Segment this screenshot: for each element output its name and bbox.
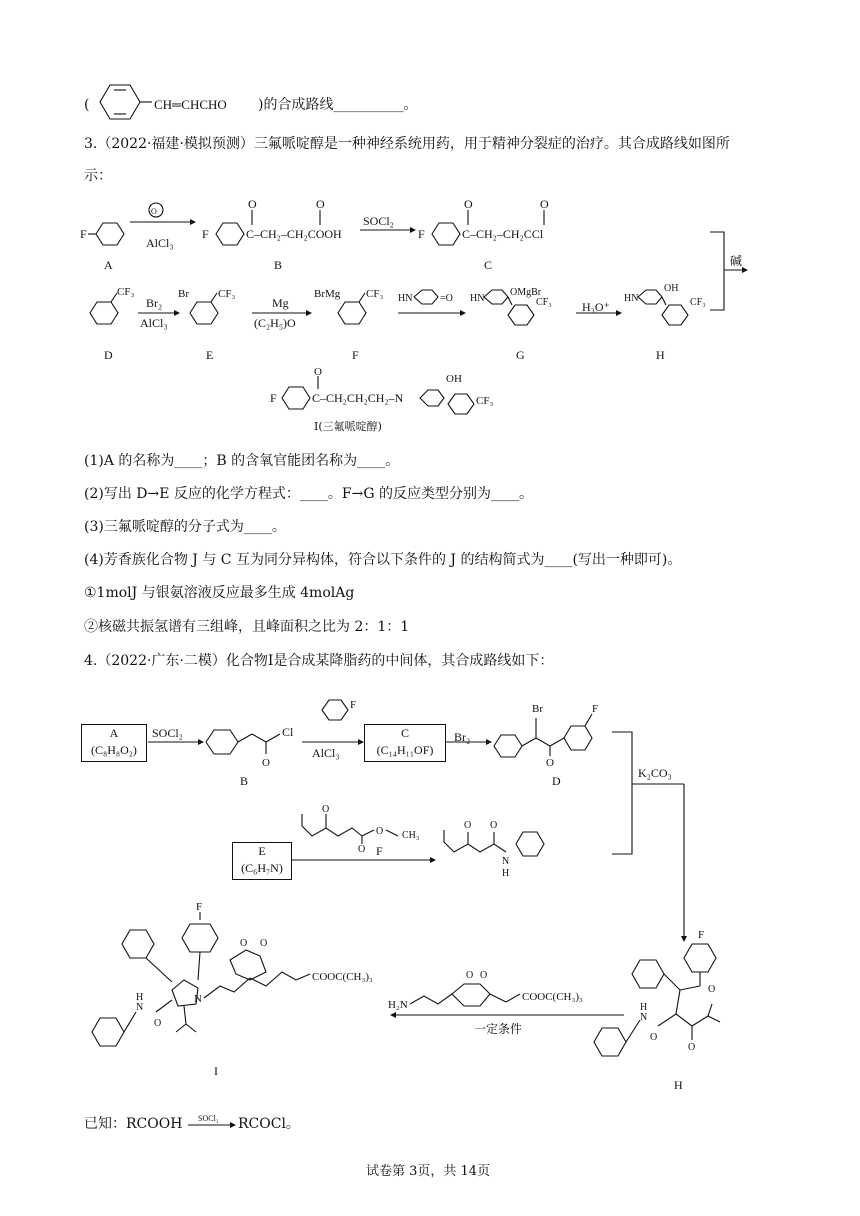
- svg-text:O: O: [262, 757, 270, 769]
- svg-text:O: O: [490, 820, 498, 831]
- q4-reagent-socl2: SOCl₂: [152, 726, 183, 740]
- q4-box-E-label: E: [258, 844, 266, 858]
- q3-condition-1: ①1molJ 与银氨溶液反应最多生成 4molAg: [84, 585, 355, 601]
- svg-text:N: N: [194, 993, 202, 1005]
- q4-box-C: [364, 724, 446, 762]
- q3-row2-scheme: [80, 285, 720, 345]
- svg-text:F: F: [270, 391, 277, 405]
- svg-text:F: F: [80, 227, 87, 241]
- q3-label-B: B: [274, 258, 283, 272]
- svg-text:C–CH₂–CH₂COOH: C–CH₂–CH₂COOH: [246, 227, 342, 241]
- svg-text:Br: Br: [178, 288, 189, 300]
- svg-text:F: F: [418, 227, 425, 241]
- q3-label-G: G: [516, 348, 525, 362]
- q4-box-C-formula: (C₁₄H₁₁OF): [376, 743, 434, 757]
- top-mol-text: CH═CHCHO: [154, 97, 227, 112]
- q4-box-E-formula: (C₆H₇N): [241, 861, 283, 875]
- svg-text:H: H: [502, 868, 510, 879]
- q3-reagent-mg: Mg: [272, 296, 289, 310]
- q4-label-D: D: [552, 774, 561, 788]
- svg-text:O: O: [316, 197, 325, 211]
- q4-title: 4.（2022·广东·二模）化合物Ⅰ是合成某降脂药的中间体，其合成路线如下：: [84, 653, 554, 669]
- q3-question-1: (1)A 的名称为____；B 的含氧官能团名称为____。: [84, 453, 400, 469]
- svg-text:Br: Br: [532, 703, 543, 715]
- svg-text:OH: OH: [446, 373, 462, 385]
- svg-text:COOC(CH₃)₃: COOC(CH₃)₃: [312, 971, 373, 983]
- q3-label-C: C: [484, 258, 493, 272]
- q4-reagent-condition: 一定条件: [474, 1022, 523, 1036]
- svg-text:CH₃: CH₃: [402, 830, 420, 841]
- q4-known-prefix: 已知：RCOOH: [84, 1116, 183, 1132]
- svg-text:N: N: [136, 1002, 144, 1013]
- svg-text:C–CH₂CH₂CH₂–N: C–CH₂CH₂CH₂–N: [312, 391, 404, 405]
- svg-text:CF₃: CF₃: [366, 288, 384, 300]
- svg-text:CF₃: CF₃: [476, 395, 494, 407]
- q3-reagent-alcl3-2: AlCl₃: [140, 316, 168, 330]
- svg-text:HN: HN: [398, 293, 413, 304]
- q4-known-product: RCOCl。: [238, 1116, 300, 1132]
- svg-text:O: O: [314, 366, 322, 378]
- top-suffix: )的合成路线__________。: [258, 97, 418, 113]
- svg-text:F: F: [592, 703, 599, 715]
- q4-label-B: B: [240, 774, 249, 788]
- top-prefix: (: [84, 97, 90, 113]
- q4-reagent-F: F: [376, 844, 383, 858]
- svg-text:O: O: [154, 1018, 162, 1029]
- svg-text:OMgBr: OMgBr: [510, 287, 542, 298]
- q4-box-C-label: C: [400, 726, 409, 740]
- q3-condition-2: ②核磁共振氢谱有三组峰，且峰面积之比为 2：1：1: [84, 619, 410, 635]
- svg-text:H: H: [640, 1002, 648, 1013]
- q4-row2-scheme: [290, 800, 610, 890]
- svg-text:N: N: [640, 1012, 648, 1023]
- svg-text:O: O: [151, 207, 157, 216]
- q4-box-A: [81, 724, 147, 762]
- q4-known-reagent: SOCl₂: [198, 1114, 219, 1123]
- q4-label-I: I: [214, 1064, 218, 1078]
- q3-label-I: I(三氟哌啶醇): [314, 420, 382, 433]
- q3-title: 3.（2022·福建·模拟预测）三氟哌啶醇是一种神经系统用药，用于精神分裂症的治疗。其合成路线如图所: [84, 136, 730, 152]
- svg-text:OH: OH: [664, 283, 679, 294]
- q3-label-F: F: [352, 348, 359, 362]
- svg-text:O: O: [260, 938, 268, 949]
- q3-label-D: D: [104, 348, 113, 362]
- q3-reagent-br2: Br₂: [146, 296, 163, 310]
- q3-reagent-base: 碱: [730, 254, 743, 268]
- q3-product-I: [270, 368, 570, 418]
- svg-text:O: O: [240, 938, 248, 949]
- svg-text:H: H: [136, 992, 144, 1003]
- q3-title-cont: 示：: [84, 168, 112, 184]
- svg-text:O: O: [546, 757, 554, 769]
- svg-text:HN: HN: [470, 293, 485, 304]
- q3-reagent-alcl3-1: AlCl₃: [146, 236, 174, 250]
- svg-text:O: O: [688, 1042, 696, 1053]
- svg-text:=O: =O: [440, 293, 453, 304]
- svg-text:O: O: [480, 970, 488, 981]
- q3-label-E: E: [206, 348, 214, 362]
- q3-reagent-ether: (C₂H₅)O: [254, 316, 296, 330]
- svg-text:F: F: [698, 929, 705, 941]
- svg-text:O: O: [464, 820, 472, 831]
- q4-box-E: [232, 842, 292, 880]
- svg-text:CF₃: CF₃: [536, 297, 552, 308]
- q3-label-A: A: [104, 258, 113, 272]
- q4-box-A-formula: (C₈H₈O₂): [91, 743, 137, 757]
- svg-text:O: O: [358, 844, 366, 855]
- svg-text:F: F: [196, 901, 203, 913]
- q4-intermediate-H: [588, 930, 768, 1080]
- page-footer: 试卷第 3页，共 14页: [366, 1164, 491, 1179]
- svg-text:H₂N: H₂N: [388, 999, 408, 1011]
- svg-text:C–CH₂–CH₂CCl: C–CH₂–CH₂CCl: [462, 227, 544, 241]
- q3-question-3: (3)三氟哌啶醇的分子式为____。: [84, 519, 286, 535]
- q4-label-H: H: [674, 1078, 683, 1092]
- q3-question-2: (2)写出 D→E 反应的化学方程式：____。F→G 的反应类型分别为____。: [84, 486, 533, 502]
- q4-bracket: [610, 728, 710, 948]
- svg-text:O: O: [376, 826, 384, 837]
- svg-text:O: O: [650, 1032, 658, 1043]
- svg-text:CF₃: CF₃: [117, 286, 135, 298]
- svg-text:Cl: Cl: [282, 725, 294, 739]
- q3-label-H: H: [656, 348, 665, 362]
- svg-text:F: F: [202, 227, 209, 241]
- q4-product-I: [90, 900, 410, 1070]
- q3-question-4: (4)芳香族化合物 J 与 C 互为同分异构体，符合以下条件的 J 的结构简式为____(写出一种即可)。: [84, 552, 682, 568]
- svg-text:CF₃: CF₃: [690, 297, 706, 308]
- svg-text:O: O: [248, 197, 257, 211]
- svg-text:F: F: [350, 699, 357, 711]
- q3-reagent-h3o: H₃O⁺: [582, 300, 610, 314]
- svg-text:O: O: [708, 984, 716, 995]
- q4-reagent-br2: Br₂: [454, 730, 471, 744]
- q3-reagent-socl2: SOCl₂: [363, 214, 394, 228]
- svg-text:O: O: [322, 804, 330, 815]
- q4-reagent-k2co3: K₂CO₃: [638, 766, 672, 780]
- svg-text:O: O: [466, 970, 474, 981]
- svg-text:CF₃: CF₃: [218, 288, 236, 300]
- svg-text:O: O: [540, 197, 549, 211]
- svg-text:COOC(CH₃)₃: COOC(CH₃)₃: [522, 991, 583, 1003]
- svg-text:HN: HN: [624, 293, 639, 304]
- svg-text:BrMg: BrMg: [314, 288, 341, 300]
- q4-reagent-alcl3: AlCl₃: [312, 746, 340, 760]
- q4-box-A-label: A: [109, 726, 119, 740]
- q3-row1-scheme: [80, 197, 720, 280]
- svg-text:N: N: [502, 856, 510, 867]
- svg-text:O: O: [464, 197, 473, 211]
